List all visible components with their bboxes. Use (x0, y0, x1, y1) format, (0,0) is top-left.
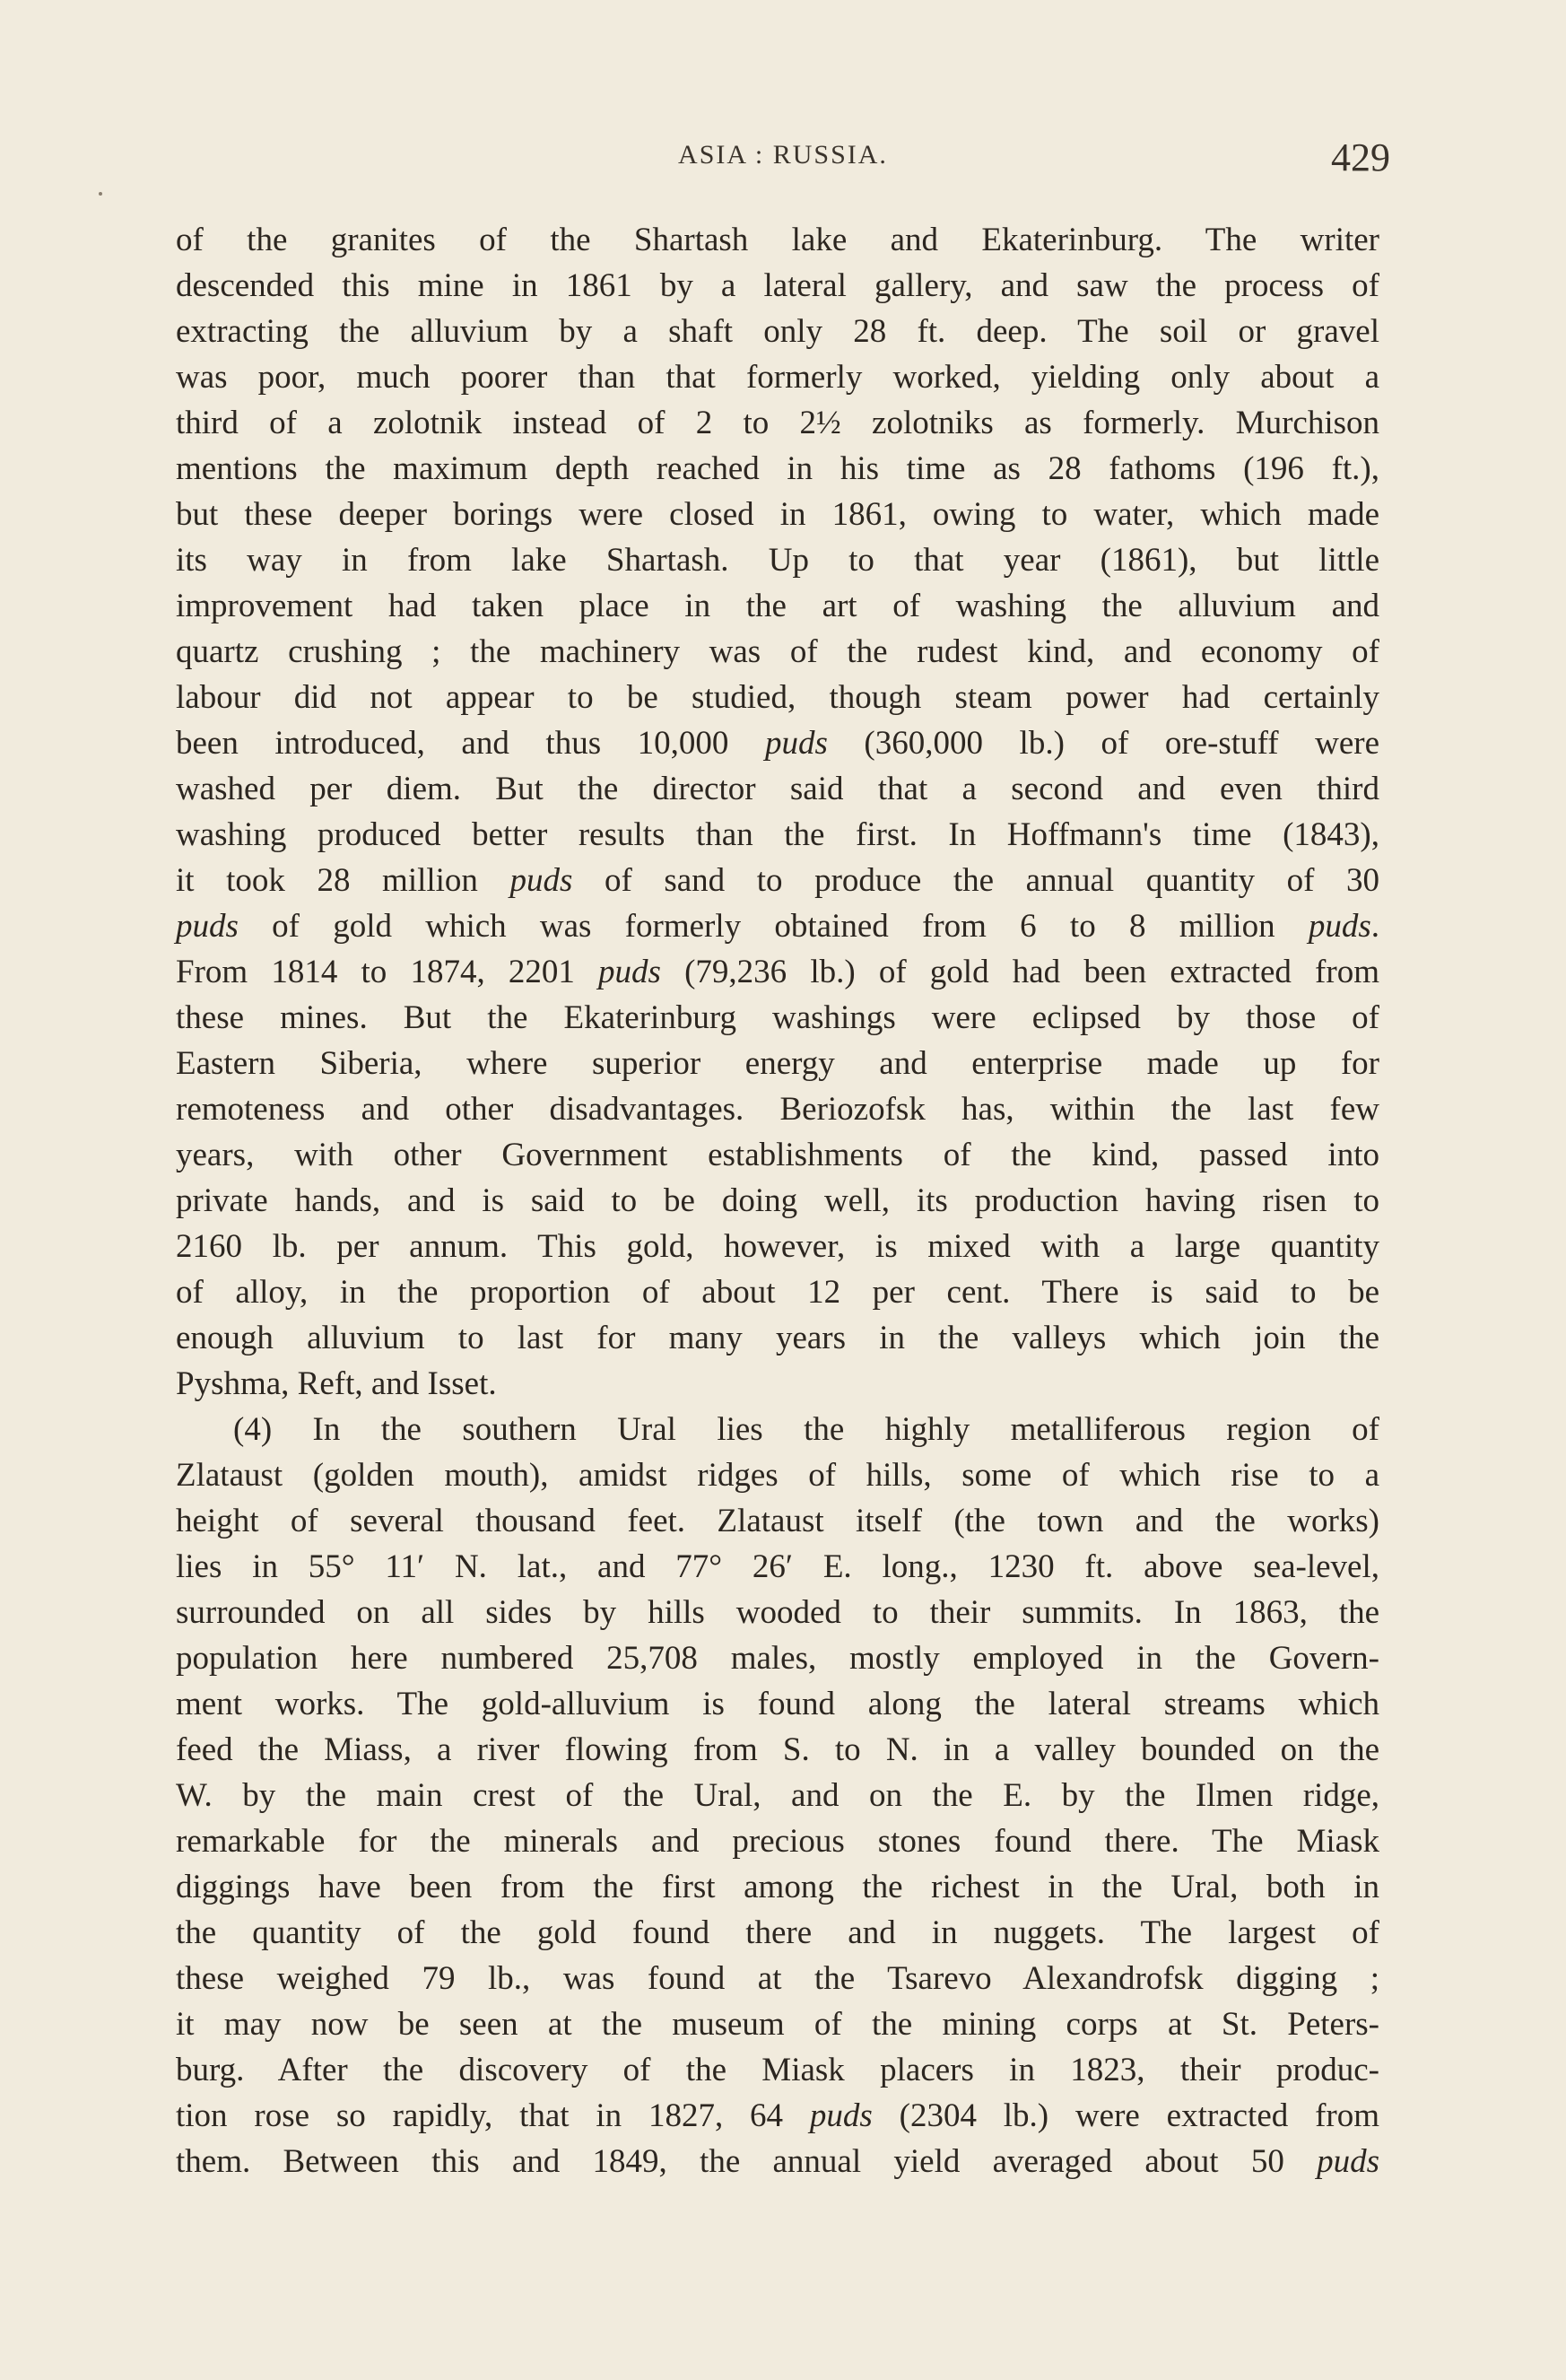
text-line: W. by the main crest of the Ural, and on the E. by the Ilmen ridge, (176, 1777, 1379, 1814)
text-line: washing produced better results than the first. In Hoffmann's time (1843), (176, 816, 1379, 853)
text-line: extracting the alluvium by a shaft only 28 ft. deep. The soil or gravel (176, 313, 1379, 350)
text-line: it took 28 million puds of sand to produce the annual quantity of 30 (176, 862, 1379, 899)
text-line: labour did not appear to be studied, though steam power had certainly (176, 679, 1379, 716)
text-line: quartz crushing ; the machinery was of the rudest kind, and economy of (176, 633, 1379, 670)
page-number: 429 (1331, 135, 1390, 179)
text-line: was poor, much poorer than that formerly worked, yielding only about a (176, 359, 1379, 396)
text-line: burg. After the discovery of the Miask placers in 1823, their produc- (176, 2052, 1379, 2088)
text-line: population here numbered 25,708 males, mostly employed in the Govern- (176, 1640, 1379, 1677)
text-line: these weighed 79 lb., was found at the Tsarevo Alexandrofsk digging ; (176, 1960, 1379, 1997)
text-line: its way in from lake Shartash. Up to that year (1861), but little (176, 542, 1379, 579)
text-line: improvement had taken place in the art of washing the alluvium and (176, 588, 1379, 624)
text-line: of the granites of the Shartash lake and Ekaterinburg. The writer (176, 222, 1379, 258)
text-line: remoteness and other disadvantages. Beriozofsk has, within the last few (176, 1091, 1379, 1128)
text-line: years, with other Government establishments of the kind, passed into (176, 1137, 1379, 1173)
text-line: Eastern Siberia, where superior energy and enterprise made up for (176, 1045, 1379, 1082)
text-line: surrounded on all sides by hills wooded to their summits. In 1863, the (176, 1594, 1379, 1631)
text-line: ment works. The gold-alluvium is found along the lateral streams which (176, 1686, 1379, 1722)
text-line: been introduced, and thus 10,000 puds (360,000 lb.) of ore-stuff were (176, 725, 1379, 762)
text-line: descended this mine in 1861 by a lateral gallery, and saw the process of (176, 267, 1379, 304)
body-text (176, 217, 1379, 2184)
text-line: mentions the maximum depth reached in his time as 28 fathoms (196 ft.), (176, 450, 1379, 487)
text-line: it may now be seen at the museum of the mining corps at St. Peters- (176, 2006, 1379, 2043)
text-line: lies in 55° 11′ N. lat., and 77° 26′ E. long., 1230 ft. above sea-level, (176, 1548, 1379, 1585)
text-line: these mines. But the Ekaterinburg washings were eclipsed by those of (176, 999, 1379, 1036)
text-line: the quantity of the gold found there and in nuggets. The largest of (176, 1914, 1379, 1951)
text-line: but these deeper borings were closed in 1861, owing to water, which made (176, 496, 1379, 533)
running-head: ASIA : RUSSIA. (678, 140, 888, 170)
text-line: Zlataust (golden mouth), amidst ridges of hills, some of which rise to a (176, 1457, 1379, 1494)
text-line: tion rose so rapidly, that in 1827, 64 puds (2304 lb.) were extracted from (176, 2097, 1379, 2134)
text-line: diggings have been from the first among the richest in the Ural, both in (176, 1869, 1379, 1905)
text-line: washed per diem. But the director said that a second and even third (176, 771, 1379, 807)
paragraph-start-line: (4) In the southern Ural lies the highly metalliferous region of (233, 1411, 1379, 1448)
text-line: puds of gold which was formerly obtained from 6 to 8 million puds. (176, 908, 1379, 945)
text-line: remarkable for the minerals and precious stones found there. The Miask (176, 1823, 1379, 1860)
text-line: third of a zolotnik instead of 2 to 2½ zolotniks as formerly. Murchison (176, 405, 1379, 441)
text-line: private hands, and is said to be doing well, its production having risen to (176, 1182, 1379, 1219)
text-line: 2160 lb. per annum. This gold, however, is mixed with a large quantity (176, 1228, 1379, 1265)
page-header (176, 135, 1390, 188)
text-line: enough alluvium to last for many years in the valleys which join the (176, 1320, 1379, 1356)
text-line: of alloy, in the proportion of about 12 per cent. There is said to be (176, 1274, 1379, 1311)
paragraph-end-line: Pyshma, Reft, and Isset. (176, 1365, 497, 1402)
text-line: From 1814 to 1874, 2201 puds (79,236 lb.) of gold had been extracted from (176, 954, 1379, 990)
text-line: height of several thousand feet. Zlataust itself (the town and the works) (176, 1503, 1379, 1539)
text-line: feed the Miass, a river flowing from S. to N. in a valley bounded on the (176, 1731, 1379, 1768)
margin-speck (99, 192, 102, 196)
text-line: them. Between this and 1849, the annual yield averaged about 50 puds (176, 2143, 1379, 2180)
